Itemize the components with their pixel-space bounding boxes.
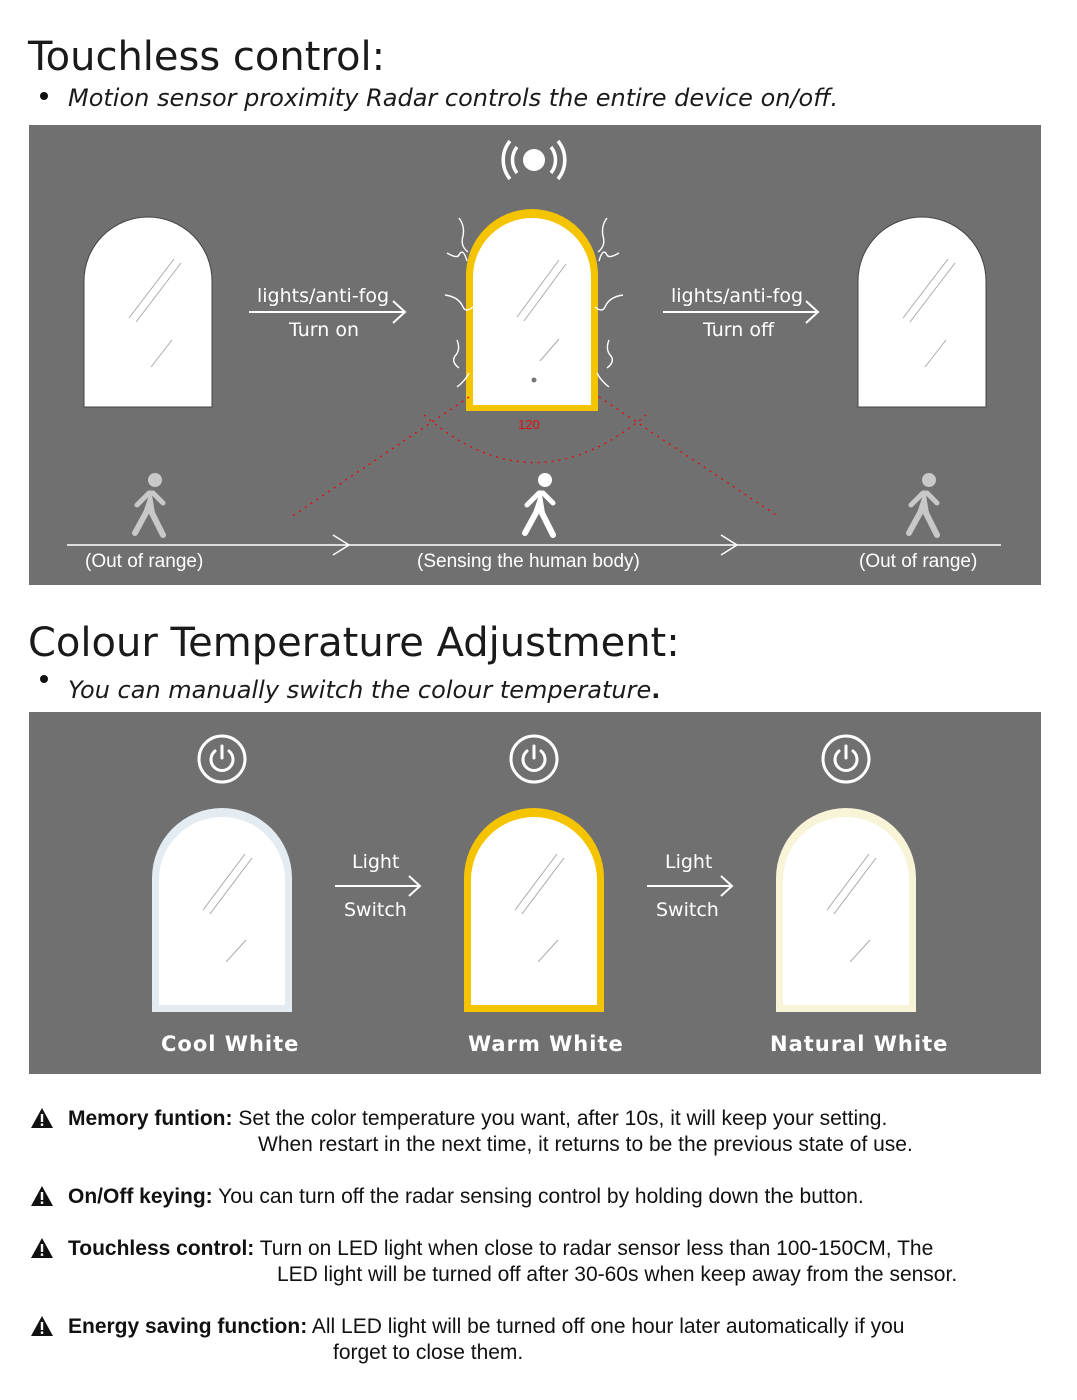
note-energy-label: Energy saving function:	[68, 1315, 308, 1338]
radar-sensor-icon	[503, 141, 565, 179]
range-center-label: (Sensing the human body)	[417, 551, 640, 572]
radar-angle: 120	[518, 417, 540, 432]
note-touchless-label: Touchless control:	[68, 1237, 255, 1260]
note-energy-text: All LED light will be turned off one hour later automatically if you	[307, 1315, 905, 1338]
power-button-icon	[823, 736, 869, 782]
note-memory	[30, 1106, 1030, 1162]
note-touchless-line	[68, 1236, 933, 1262]
walking-person-icon	[135, 473, 163, 535]
touchless-panel	[29, 125, 1041, 585]
note-onoff	[30, 1184, 1030, 1214]
colour-bullet-period: .	[651, 676, 661, 704]
range-left-label: (Out of range)	[85, 551, 204, 572]
note-onoff-label: On/Off keying:	[68, 1185, 213, 1208]
mode-label-natural-white: Natural White	[770, 1032, 949, 1056]
colour-title: Colour Temperature Adjustment:	[28, 620, 680, 666]
warning-icon	[30, 1315, 54, 1337]
note-memory-line	[68, 1106, 887, 1132]
bullet-dot	[40, 92, 48, 100]
warning-icon	[30, 1237, 54, 1259]
note-energy-line	[68, 1314, 904, 1340]
power-button-icon	[511, 736, 557, 782]
note-energy-cont: forget to close them.	[333, 1341, 524, 1364]
note-touchless-cont: LED light will be turned off after 30-60s when keep away from the sensor.	[277, 1263, 958, 1286]
arrow2-top-label: lights/anti-fog	[671, 285, 804, 307]
mode-label-cool-white: Cool White	[161, 1032, 300, 1056]
note-memory-cont: When restart in the next time, it returns to be the previous state of use.	[258, 1133, 913, 1156]
arrow2-bottom-label: Turn off	[703, 319, 775, 341]
walking-person-icon	[525, 473, 553, 535]
note-memory-label: Memory funtion:	[68, 1107, 233, 1130]
mirror-on-center	[445, 209, 623, 411]
switch2-top-label: Light	[665, 851, 713, 873]
bullet-dot	[40, 675, 48, 683]
touchless-bullet	[40, 84, 838, 112]
colour-bullet-text: You can manually switch the colour temperature	[68, 676, 652, 704]
note-energy	[30, 1314, 1030, 1370]
colour-bullet	[40, 676, 660, 704]
note-touchless	[30, 1236, 1030, 1292]
warning-icon	[30, 1185, 54, 1207]
arrow1-bottom-label: Turn on	[289, 319, 359, 341]
switch2-bottom-label: Switch	[656, 899, 719, 921]
note-touchless-text: Turn on LED light when close to radar sensor less than 100-150CM, The	[254, 1237, 934, 1260]
range-right-label: (Out of range)	[859, 551, 978, 572]
touchless-diagram	[29, 125, 1041, 585]
mode-label-warm-white: Warm White	[468, 1032, 624, 1056]
power-button-icon	[199, 736, 245, 782]
touchless-title: Touchless control:	[28, 34, 386, 80]
note-onoff-text: You can turn off the radar sensing control by holding down the button.	[212, 1185, 864, 1208]
note-onoff-line	[68, 1184, 864, 1210]
mirror-warm-white	[464, 808, 604, 1012]
mirror-off-left	[84, 217, 212, 407]
colour-panel	[29, 712, 1041, 1074]
touchless-bullet-text: Motion sensor proximity Radar controls the entire device on/off.	[68, 84, 839, 112]
mirror-cool-white	[152, 808, 292, 1012]
note-memory-text: Set the color temperature you want, after 10s, it will keep your setting.	[232, 1107, 888, 1130]
mirror-off-right	[858, 217, 986, 407]
walking-person-icon	[909, 473, 937, 535]
arrow1-top-label: lights/anti-fog	[257, 285, 390, 307]
switch1-top-label: Light	[352, 851, 400, 873]
warning-icon	[30, 1107, 54, 1129]
switch1-bottom-label: Switch	[344, 899, 407, 921]
colour-diagram	[29, 712, 1041, 1074]
mirror-natural-white	[776, 808, 916, 1012]
